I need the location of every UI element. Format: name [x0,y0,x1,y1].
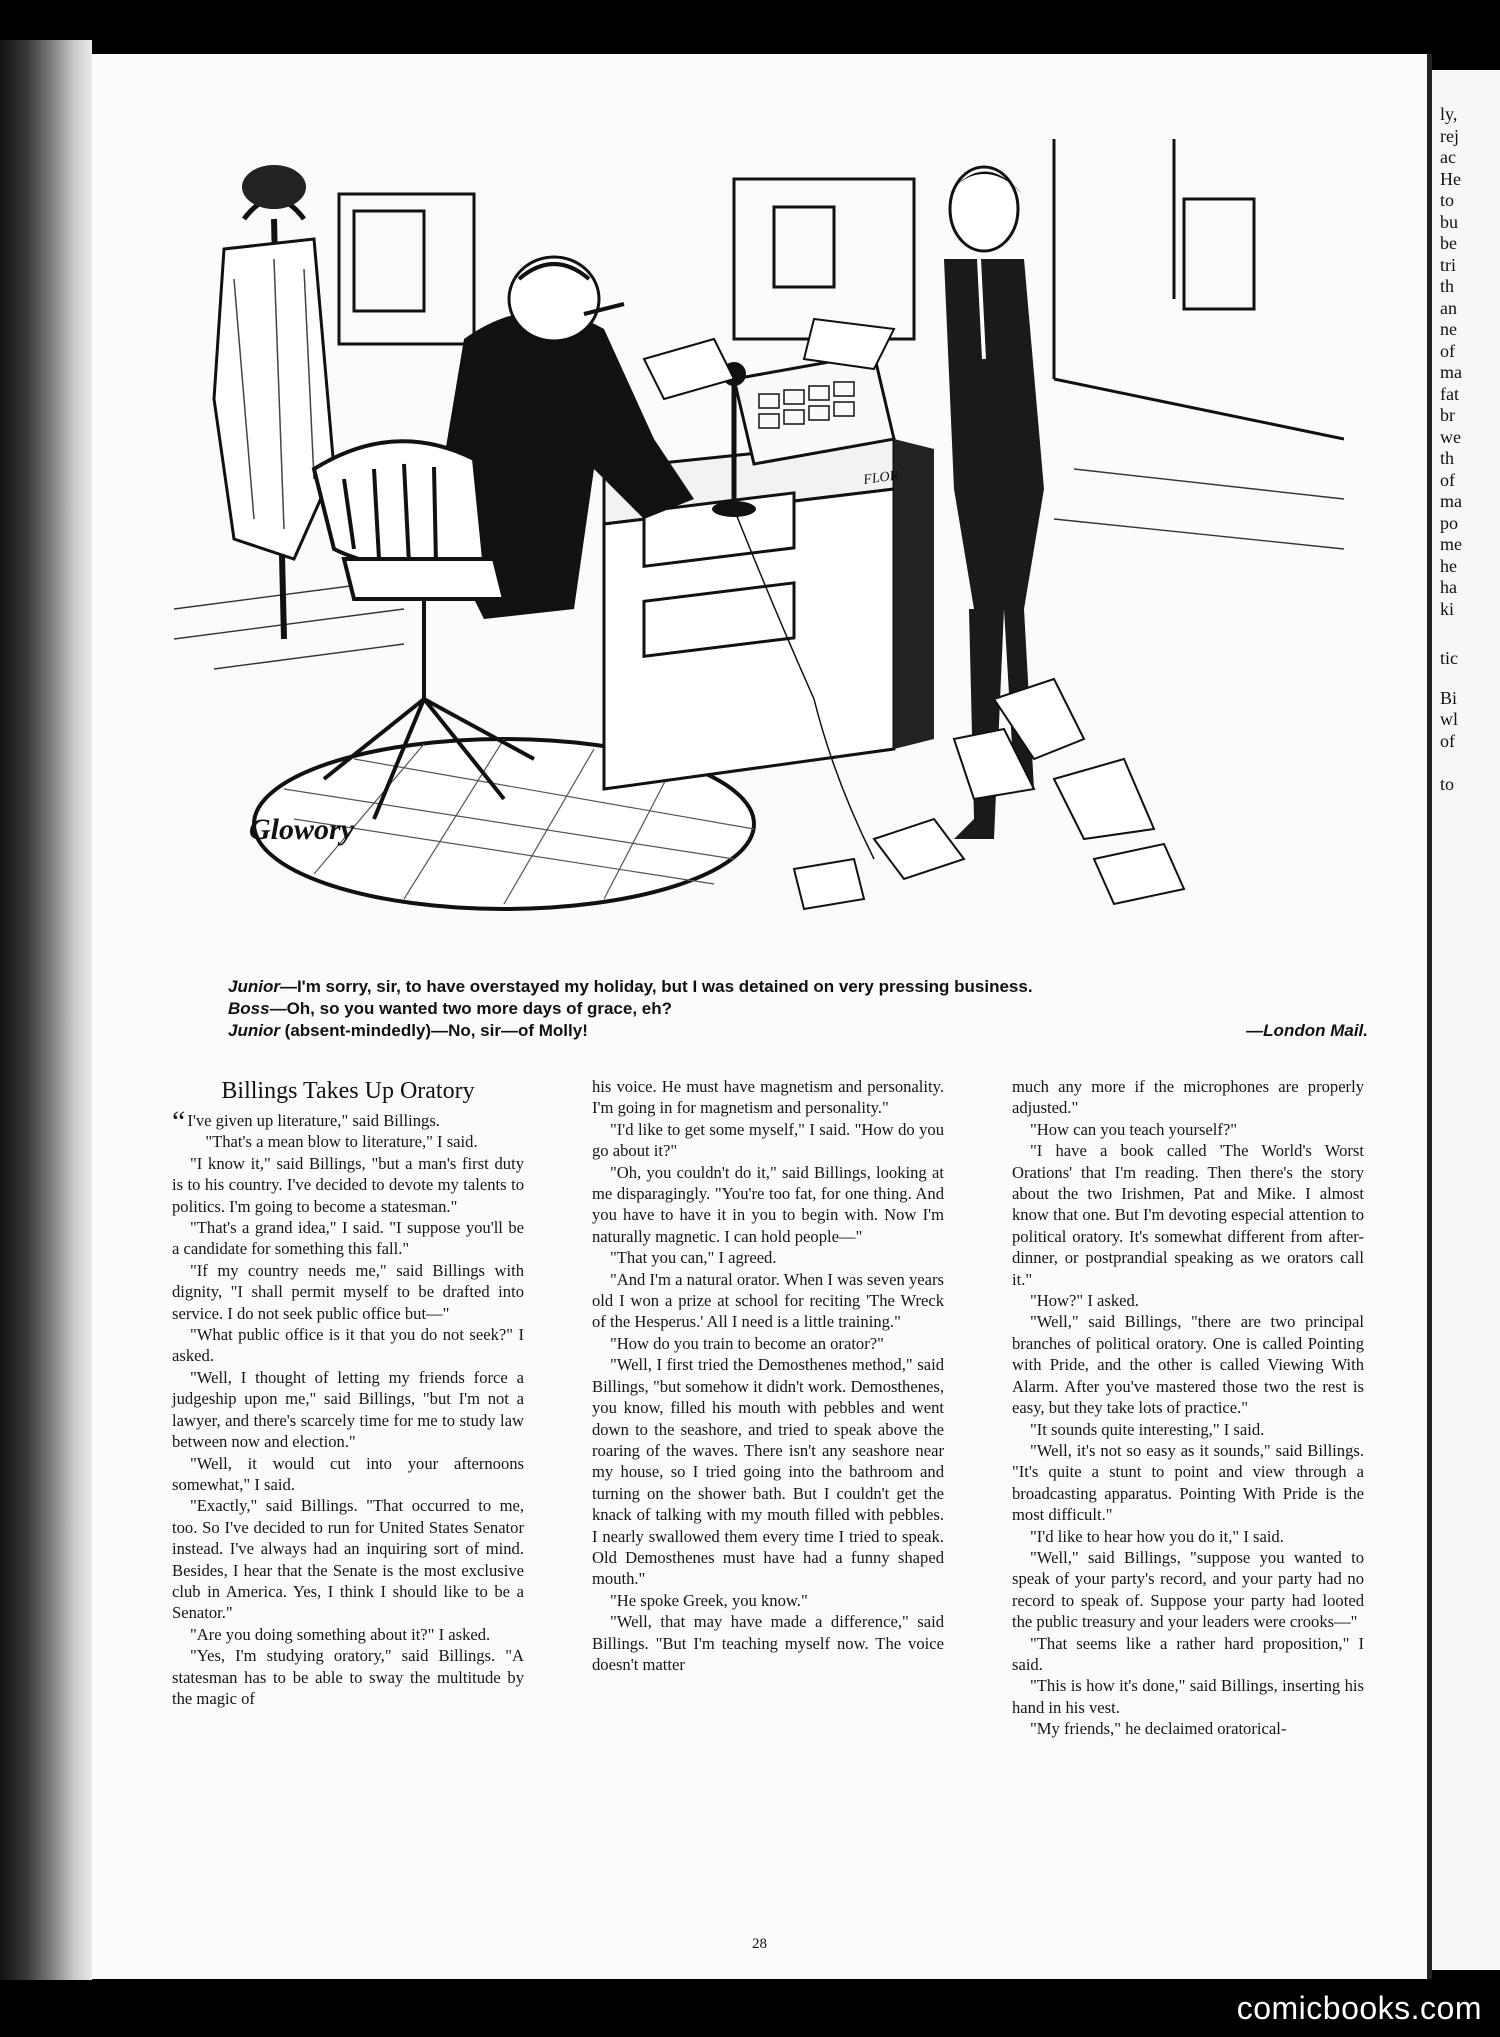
paragraph: "Well, that may have made a difference," said Billings. "But I'm teaching myself now. The voice doesn't matter [592,1612,944,1674]
facing-page-text-fragment: of [1440,340,1455,361]
caption-line-1 [228,976,1368,998]
paragraph: "Well," said Billings, "suppose you wanted to speak of your party's record, and your party had no record to speak of. Suppose your party had looted the public treasury and your leaders were crooks—" [1012,1547,1364,1632]
facing-page-text-fragment: th [1440,448,1455,468]
caption-credit: —London Mail. [1246,1021,1368,1040]
facing-page-text-fragment: be [1440,233,1457,253]
caption-speaker: Junior [228,1021,280,1040]
paragraph: his voice. He must have magnetism and personality. I'm going in for magnetism and personality." [592,1077,944,1118]
facing-page-text-fragment: ha [1440,577,1457,597]
article-column-1 [172,1076,524,1709]
watermark: comicbooks.com [1236,1990,1482,2026]
facing-page-text-fragment: an [1440,297,1457,318]
facing-page-text-fragment: of [1440,730,1455,751]
desk-label: FLOR [862,468,900,488]
article [172,1076,1364,1926]
paragraph: much any more if the microphones are properly adjusted." [1012,1077,1364,1118]
caption-text: —I'm sorry, sir, to have overstayed my holiday, but I was detained on very pressing business. [279,977,1033,996]
paragraph: "Yes, I'm studying oratory," said Billings. "A statesman has to be able to sway the multitude by the magic of [172,1646,524,1708]
paragraph: "Well, I first tried the Demosthenes method," said Billings, "but somehow it didn't work. Demosthenes, you know, filled his mouth with pebbles and went down to the seashore, and tried to speak above the roaring of the waves. There isn't any seashore near my house, so I tried going into the bathroom and turning on the shower bath. But I couldn't get the knack of talking with my mouth filled with pebbles. I nearly swallowed them every time I tried to speak. Old Demosthenes must have had a funny shaped mouth." [592,1355,944,1589]
facing-page-text-fragment: of [1440,469,1455,490]
caption-text: —Oh, so you wanted two more days of grace, eh? [269,999,672,1018]
paragraph: "Exactly," said Billings. "That occurred to me, too. So I've decided to run for United States Senator instead. I've always had an inquiring sort of mind. Besides, I hear that the Senate is the most exclusive club in America. Yes, I think I should like to be a Senator." [172,1496,524,1623]
paragraph: "How can you teach yourself?" [1030,1119,1238,1139]
paragraph: "My friends," he declaimed oratorical- [1030,1719,1287,1739]
facing-page-text-fragment: rej [1440,125,1459,146]
paragraph: "That's a grand idea," I said. "I suppose you'll be a candidate for something this fall." [172,1218,524,1259]
paragraph: “ I've given up literature," said Billings. [172,1105,440,1138]
paragraph: "That you can," I agreed. [610,1248,777,1268]
article-column-3 [1012,1076,1364,1740]
magazine-page [92,54,1427,1979]
facing-page-text-fragment: br [1440,405,1455,425]
article-title: Billings Takes Up Oratory [221,1078,475,1104]
cartoon-illustration [174,139,1344,964]
facing-page-text-fragment: ne [1440,319,1457,339]
paragraph: "I have a book called 'The World's Worst Orations' that I'm reading. Then there's the story about the two Irishmen, Pat and Mike. I almost know that one. But I'm devoting especial attention to political oratory. It's somewhat different from after-dinner, or postprandial speaking as we orators call it." [1012,1141,1364,1289]
caption-speaker: Junior [228,977,280,996]
paragraph: "Oh, you couldn't do it," said Billings, looking at me disparagingly. "You're too fat, for one thing. And you have to have it in you to begin with. Now I'm naturally magnetic. I can hold people—" [592,1162,944,1246]
paragraph: "Well," said Billings, "there are two principal branches of political oratory. One is called Pointing with Pride, and the other is called Viewing With Alarm. After you've mastered those two the rest is easy, but they take lots of practice." [1012,1312,1364,1418]
facing-page-text-fragment: we [1440,426,1461,447]
page-number: 28 [752,1936,767,1952]
paragraph: "This is how it's done," said Billings, inserting his hand in his vest. [1012,1676,1364,1717]
paragraph: "That's a mean blow to literature," I said. [205,1132,478,1152]
paragraph: "Well, it's not so easy as it sounds," said Billings. "It's quite a stunt to point and view through a broadcasting apparatus. Pointing With Pride is the most difficult." [1012,1440,1364,1525]
caption-speaker: Boss [228,999,270,1018]
facing-page-text-fragment: He [1440,168,1461,189]
facing-page-text-fragment: me [1440,534,1462,554]
paragraph: "And I'm a natural orator. When I was seven years old I won a prize at school for reciting 'The Wreck of the Hesperus.' All I need is a little training." [592,1269,944,1332]
facing-page-text-fragment: fat [1440,383,1459,404]
cartoon-caption [228,976,1368,1042]
paragraph: "How do you train to become an orator?" [610,1333,884,1353]
caption-text: (absent-mindedly)—No, sir—of Molly! [279,1021,588,1040]
paragraph: "I know it," said Billings, "but a man's first duty is to his country. I've decided to devote my talents to politics. I'm going to become a statesman." [172,1153,524,1216]
facing-page-text-fragment: he [1440,555,1457,576]
facing-page-text-fragment: ki [1440,598,1455,619]
paragraph: "Are you doing something about it?" I asked. [190,1624,491,1644]
paragraph: "That seems like a rather hard proposition," I said. [1012,1633,1364,1674]
facing-page-text-fragment: ac [1440,147,1456,167]
cartoon-signature: Glowory [249,813,354,846]
facing-page-text-fragment: Bi [1440,687,1458,708]
facing-page-text-fragment: to [1440,774,1455,794]
paragraph: "Well, I thought of letting my friends force a judgeship upon me," said Billings, "but I'm not a lawyer, and there's scarcely time for me to study law between now and election." [172,1367,524,1452]
drop-cap: “ [172,1105,186,1138]
facing-page-text-fragment: ly, [1440,104,1458,124]
facing-page-text-fragment: th [1440,276,1455,296]
paragraph: "What public office is it that you do not seek?" I asked. [172,1325,524,1366]
paragraph: "He spoke Greek, you know." [610,1590,808,1610]
facing-page-text-fragment: ma [1440,491,1462,511]
paragraph: "I'd like to hear how you do it," I said. [1030,1526,1284,1546]
paragraph: "Well, it would cut into your afternoons somewhat," I said. [172,1453,524,1494]
facing-page-text-fragment: to [1440,190,1455,210]
caption-line-2 [228,998,1368,1020]
facing-page-text-fragment: tic [1440,648,1458,668]
paragraph: "If my country needs me," said Billings with dignity, "I shall permit myself to be drafted into service. I do not seek public office but—" [172,1260,524,1323]
article-column-2 [592,1076,944,1675]
facing-page-text-fragment: ma [1440,362,1462,382]
facing-page-text-fragment: po [1440,512,1458,533]
facing-page-fragment [1432,70,1500,1970]
book-page-edges [0,40,92,1980]
facing-page-text-fragment: bu [1440,211,1458,232]
paragraph: "I'd like to get some myself," I said. "How do you go about it?" [592,1119,944,1161]
facing-page-text-fragment: tri [1440,254,1456,275]
caption-line-3 [228,1020,1368,1042]
facing-page-text-fragment: wl [1440,709,1458,729]
paragraph: "How?" I asked. [1030,1291,1139,1311]
paragraph: "It sounds quite interesting," I said. [1030,1419,1265,1439]
